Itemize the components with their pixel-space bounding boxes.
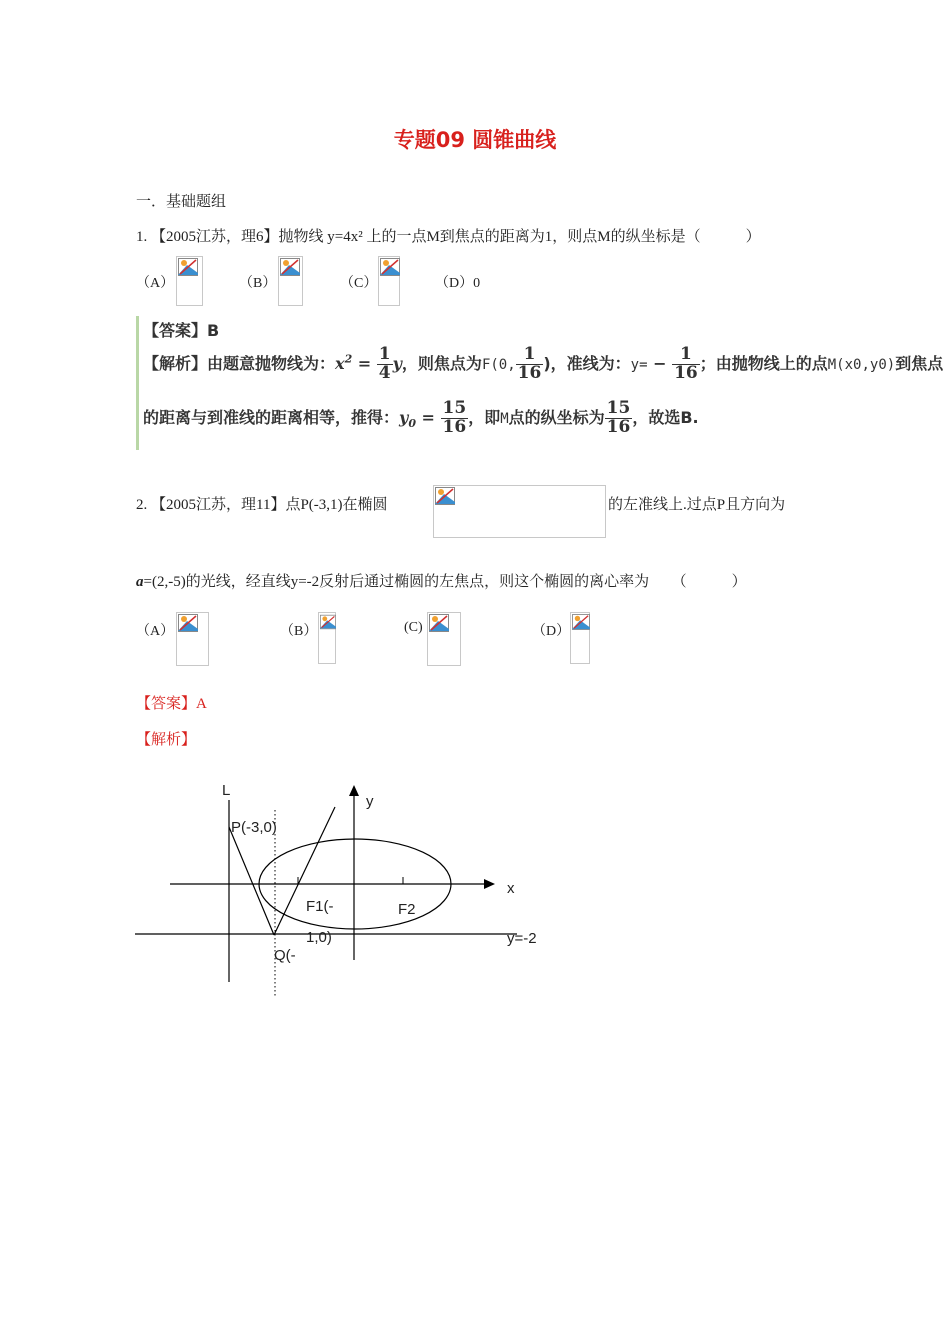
q1-frac-15-16: $\frac{15}{16}$ [442,398,467,437]
ellipse-reflection-figure [0,760,950,1010]
broken-image-icon [435,487,455,505]
q1-frac-neg-1-16: $\frac{1}{16}$ [674,344,698,383]
label-x: x [507,880,515,897]
question-1-stem: 1. 【2005江苏，理6】抛物线 y=4x² 上的一点M到焦点的距离为1，则点M的纵坐标是（ ） [136,229,761,245]
q2-option-b-label: （B） [280,624,318,639]
page-title: 专题09 圆锥曲线 [393,128,557,152]
question-2-stem-3: a=(2,-5)的光线，经直线y=-2反射后通过椭圆的左焦点，则这个椭圆的离心率为 （ ） [136,574,747,590]
q2-option-d-image [570,612,590,664]
q1-option-a-image [176,256,203,306]
q1-explanation-line-2: 的距离与到准线的距离相等，推得：$y_0$ = $\frac{15}{16}$ ，即M点的纵坐标为 $\frac{15}{16}$ ，故选B. [143,398,699,437]
q2-option-d-label: （D） [532,624,571,639]
question-2-stem-1: 2. 【2005江苏，理11】点P(-3,1)在椭圆 [136,497,388,513]
broken-image-icon [380,258,400,276]
q2-answer: 【答案】A [136,696,207,712]
q1-exp-1b: ，则焦点为 [401,353,482,373]
q2-option-b-image [318,612,336,664]
broken-image-icon [572,614,590,630]
label-F1-b: 1,0) [306,929,332,946]
label-F2: F2 [398,901,416,918]
section-heading: 一．基础题组 [136,194,227,210]
q1-frac-1-4: $\frac{1}{4}$ [378,344,391,383]
vector-a: a [136,574,144,590]
q2-option-c-label: (C) [404,620,423,635]
label-y: y [366,793,374,810]
incident-ray [229,827,274,935]
q1-frac-15-16-b: $\frac{15}{16}$ [606,398,631,437]
broken-image-icon [280,258,300,276]
q1-answer-block [136,316,944,450]
x-axis-arrow [484,879,495,889]
q2-option-a-image [176,612,209,666]
y-axis-arrow [349,785,359,796]
q2-option-a-label: （A） [136,624,175,639]
broken-image-icon [429,614,449,632]
q1-option-b-image [278,256,303,306]
question-2-stem-2: 的左准线上.过点P且方向为 [608,497,786,513]
q1-explanation-line-1: 【解析】由题意抛物线为：$x^2$ = $\frac{1}{4}$ y，则焦点为F(0, $\frac{1}{16}$ )，准线为：y= − $\frac{1}{16}$ ；由抛物线上的点M(x0,y0)到焦点 [143,344,944,383]
q1-option-a-label: （A） [136,276,175,291]
q2-option-c-image [427,612,461,666]
label-P: P(-3,0) [231,819,277,836]
q1-exp-1a: 由题意抛物线为： [207,353,336,373]
broken-image-icon [178,614,198,632]
q1-option-c-image [378,256,400,306]
label-F1-a: F1(- [306,898,334,915]
q2-explanation-label: 【解析】 [136,732,197,748]
label-L: L [222,782,231,799]
q2-ellipse-equation-image [433,485,606,538]
q1-frac-1-16: $\frac{1}{16}$ [517,344,542,383]
broken-image-icon [320,614,336,630]
label-Q: Q(- [274,947,296,964]
broken-image-icon [178,258,198,276]
q1-option-d-label: （D）0 [435,276,481,291]
q1-answer: 【答案】B [143,321,220,340]
q1-option-c-label: （C） [340,276,378,291]
q1-eq-x2: x [335,353,345,373]
label-y-neg2: y=-2 [507,930,537,947]
q1-option-b-label: （B） [239,276,277,291]
reflected-ray [274,807,335,935]
q1-exp-label: 【解析】 [143,353,208,373]
